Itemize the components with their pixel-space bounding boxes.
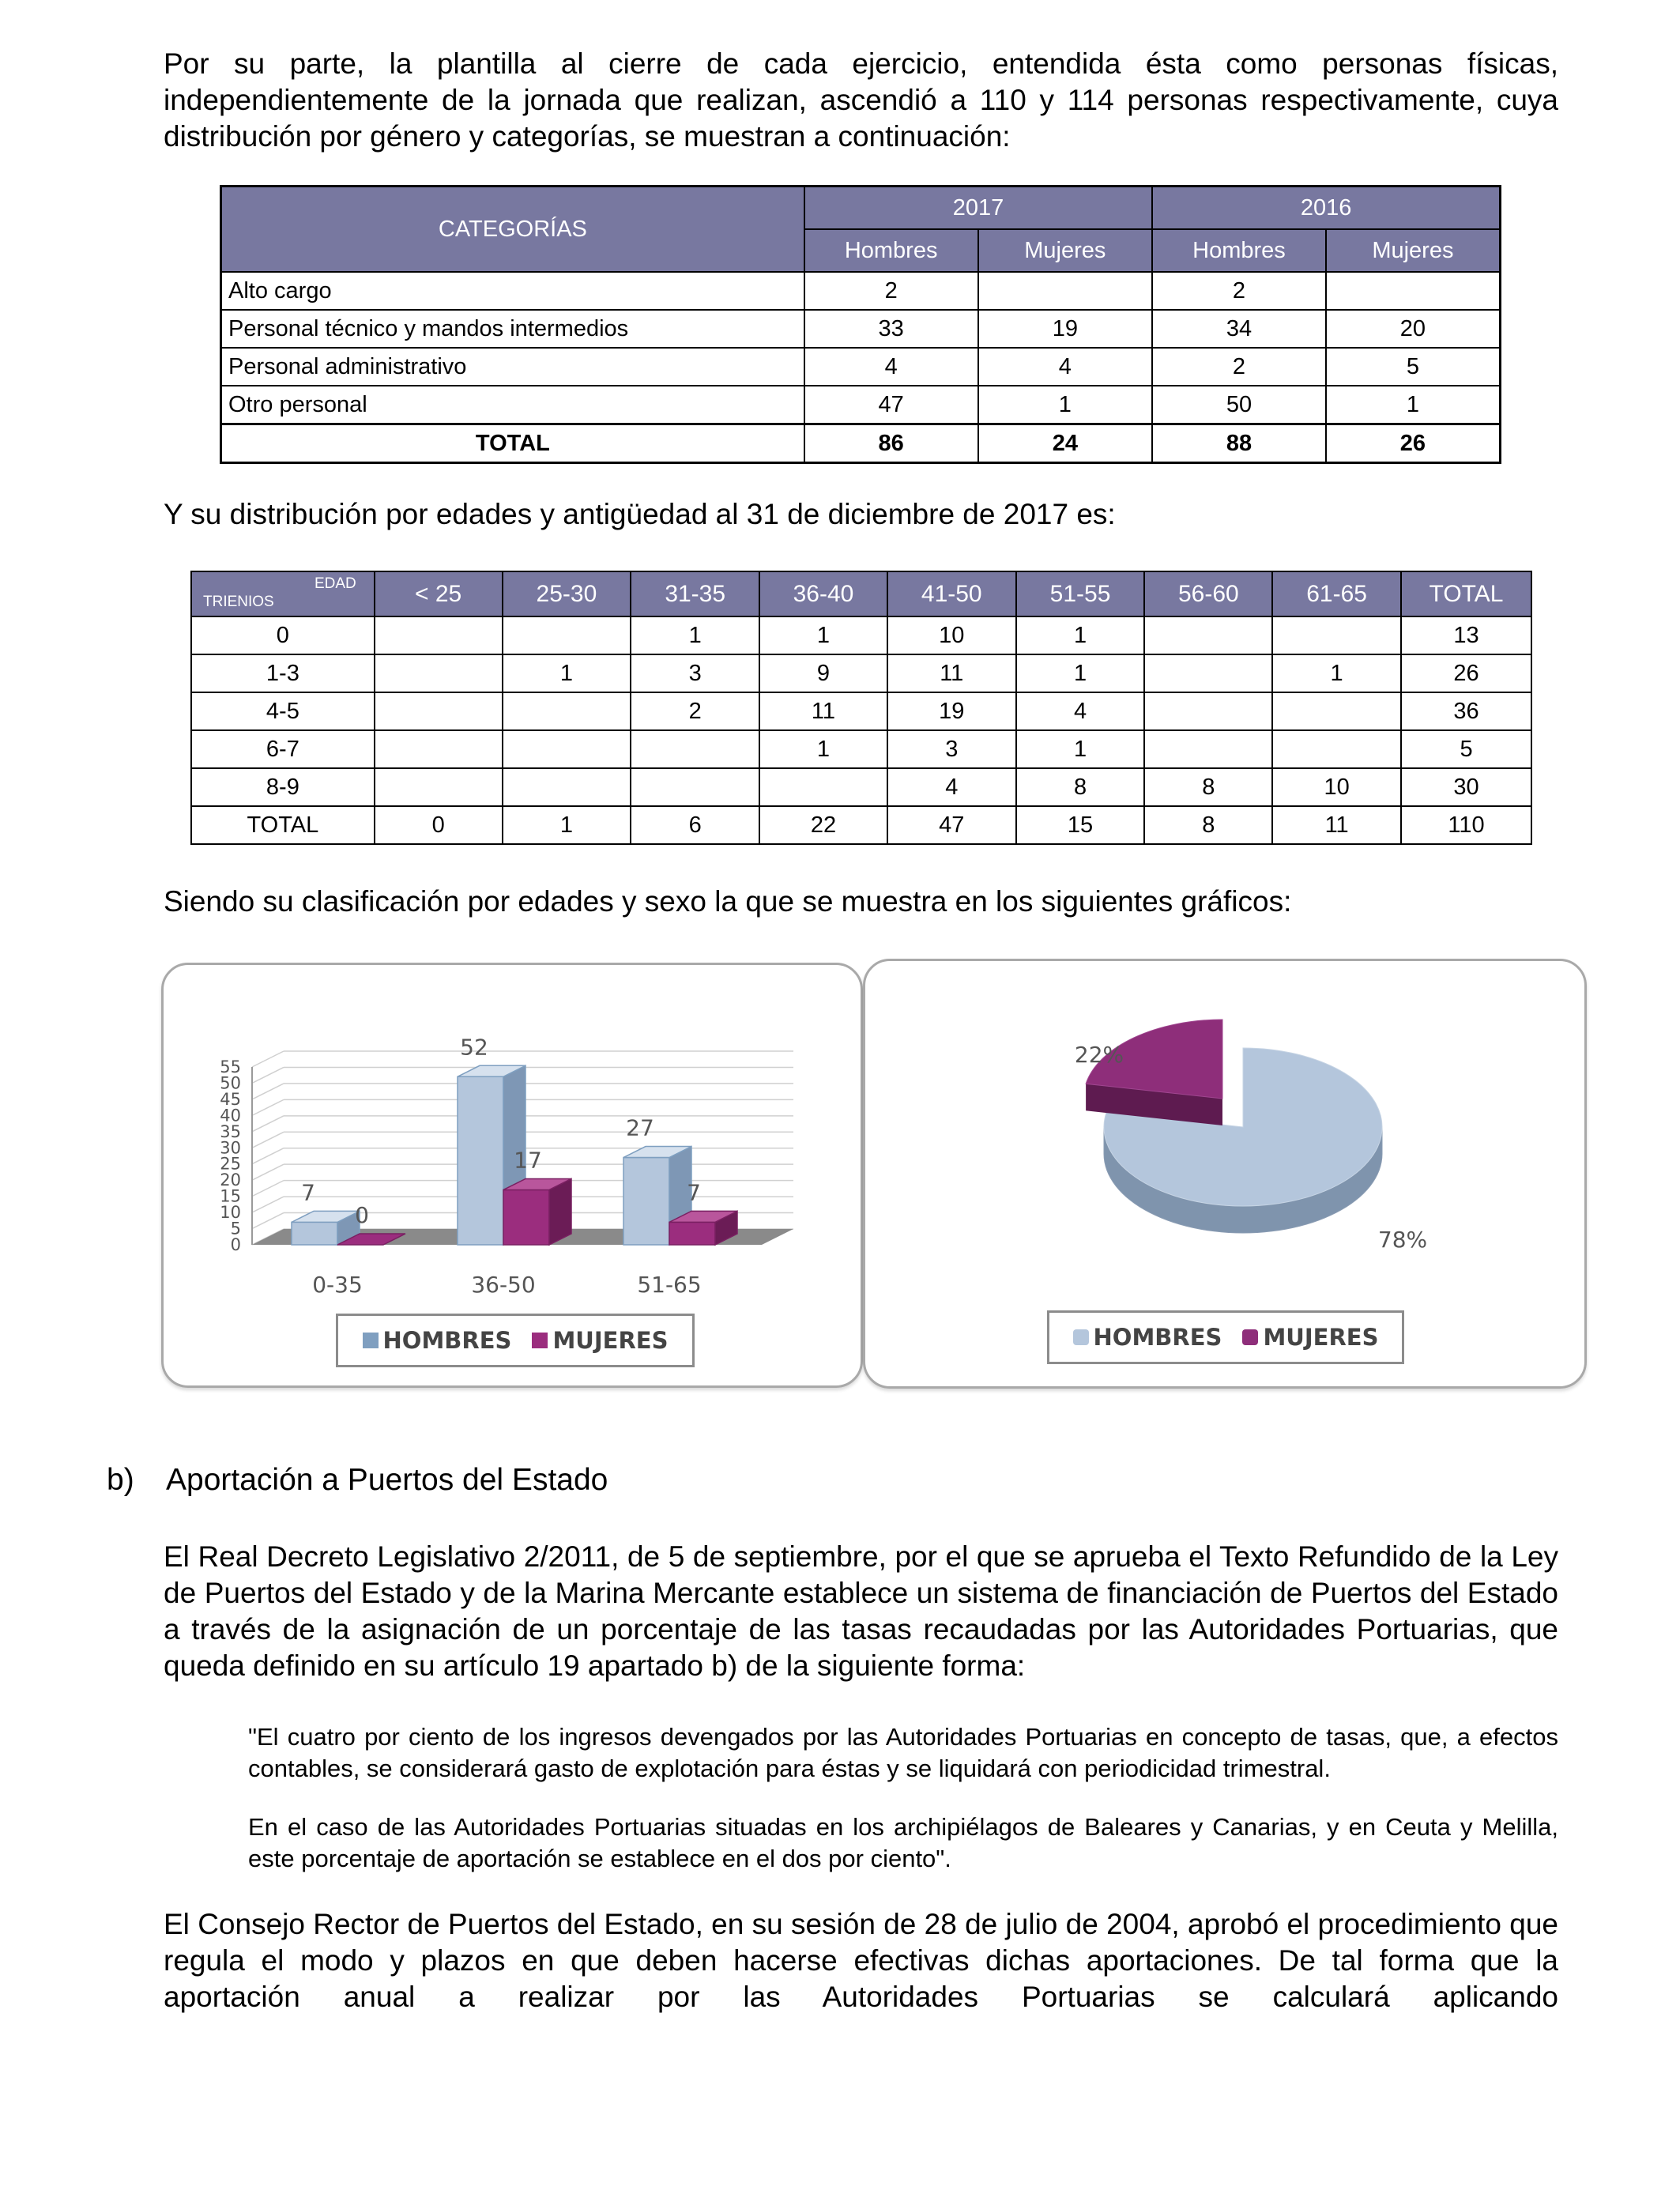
year-header-2016: 2016: [1152, 187, 1500, 230]
cell: 1: [759, 616, 887, 654]
cell: 6: [631, 806, 759, 844]
gridline-depth: [252, 1132, 284, 1148]
cell: 34: [1152, 310, 1326, 348]
cell: 3: [887, 730, 1016, 768]
column-header: 61-65: [1272, 571, 1401, 616]
y-tick-label: 5: [230, 1219, 241, 1238]
cell: 2: [1152, 348, 1326, 386]
column-header: 25-30: [503, 571, 631, 616]
gridline-depth: [252, 1099, 284, 1115]
cell: 4: [887, 768, 1016, 806]
legend-item-mujeres: [1242, 1324, 1378, 1351]
gridline-depth: [252, 1197, 284, 1212]
intro-paragraph: Por su parte, la plantilla al cierre de cada ejercicio, entendida ésta como personas físicas, independientemente de la jornada que realizan, ascendió a 110 y 114 personas respectivamente, cuya distribución por género y categorías, se muestran a continuación:: [164, 47, 1558, 153]
cell: 22: [759, 806, 887, 844]
row-label: 1-3: [191, 654, 375, 692]
cell: [1326, 272, 1501, 310]
cell: 5: [1401, 730, 1531, 768]
legend-swatch-mujeres: [532, 1333, 548, 1348]
section-heading: [107, 1462, 608, 1498]
column-header: 41-50: [887, 571, 1016, 616]
y-tick-label: 30: [220, 1138, 241, 1158]
cell: [1144, 692, 1272, 730]
total-cell: 88: [1152, 424, 1326, 463]
cell: 33: [804, 310, 978, 348]
edad-label: EDAD: [314, 575, 356, 592]
total-row: [221, 424, 1501, 463]
cell: 19: [978, 310, 1153, 348]
table-row: [191, 654, 1531, 692]
charts-intro: Siendo su clasificación por edades y sexo la que se muestra en los siguientes gráficos:: [164, 885, 1292, 918]
column-header: 31-35: [631, 571, 759, 616]
cell: 5: [1326, 348, 1501, 386]
cell: 1: [1326, 386, 1501, 424]
legend-label-hombres: HOMBRES: [382, 1327, 512, 1354]
cell: 2: [1152, 272, 1326, 310]
y-tick-label: 20: [220, 1171, 241, 1190]
data-label: 52: [460, 1034, 488, 1061]
paragraph-real-decreto: El Real Decreto Legislativo 2/2011, de 5 de septiembre, por el que se aprueba el Texto Refundido de la Ley de Puertos del Estado y de la Marina Mercante establece un sistema de financiación de Puertos del Estado a través de la asignación de un porcentaje de las tasas recaudadas por las Autoridades Portuarias, que queda definido en su artículo 19 apartado b) de la siguiente forma:: [164, 1540, 1558, 1682]
row-label: Alto cargo: [221, 272, 804, 310]
paragraph-consejo-rector: El Consejo Rector de Puertos del Estado, en su sesión de 28 de julio de 2004, aprobó el procedimiento que regula el modo y plazos en que deben hacerse efectivas dichas aportaciones. De tal forma que la aportación anual a realizar por las Autoridades Portuarias se calculará aplicando: [164, 1908, 1558, 2013]
y-tick-label: 55: [220, 1057, 241, 1076]
cell: 1: [503, 654, 631, 692]
cell: 1: [1272, 654, 1401, 692]
subheader-mujeres-2017: Mujeres: [978, 229, 1153, 272]
cell: 2: [804, 272, 978, 310]
cell: [503, 730, 631, 768]
cell: 8: [1016, 768, 1145, 806]
data-label: 0: [355, 1202, 369, 1228]
legend-item-hombres: [363, 1327, 512, 1354]
legend-item-hombres: [1073, 1324, 1222, 1351]
total-row: [191, 806, 1531, 844]
row-label: TOTAL: [191, 806, 375, 844]
cell: [631, 730, 759, 768]
cell: 1: [1016, 616, 1145, 654]
cell: [1272, 692, 1401, 730]
cell: [503, 692, 631, 730]
cell: [1272, 616, 1401, 654]
column-header: 51-55: [1016, 571, 1145, 616]
y-tick-label: 45: [220, 1089, 241, 1109]
cell: 0: [375, 806, 503, 844]
cell: 36: [1401, 692, 1531, 730]
bar-hombres-front: [458, 1076, 503, 1245]
gridline-depth: [252, 1181, 284, 1197]
row-label: 0: [191, 616, 375, 654]
cell: 19: [887, 692, 1016, 730]
y-tick-label: 10: [220, 1203, 241, 1223]
cell: [1144, 730, 1272, 768]
pie-data-label-hombres: 78%: [1377, 1227, 1428, 1253]
row-label: 6-7: [191, 730, 375, 768]
column-header: < 25: [375, 571, 503, 616]
x-tick-label: 51-65: [637, 1272, 702, 1298]
cell: 8: [1144, 768, 1272, 806]
cell: [375, 768, 503, 806]
cell: 11: [759, 692, 887, 730]
cell: [503, 768, 631, 806]
data-label: 17: [514, 1147, 542, 1174]
row-label: Personal administrativo: [221, 348, 804, 386]
table-row: [191, 768, 1531, 806]
legend-swatch-hombres: [1073, 1329, 1089, 1345]
row-label: 4-5: [191, 692, 375, 730]
pie-data-label-mujeres: 22%: [1074, 1042, 1124, 1068]
pie-chart-panel: [863, 959, 1587, 1389]
cell: 11: [887, 654, 1016, 692]
total-cell: 24: [978, 424, 1153, 463]
total-label: TOTAL: [221, 424, 804, 463]
y-tick-label: 40: [220, 1106, 241, 1125]
cell: 20: [1326, 310, 1501, 348]
gridline-depth: [252, 1148, 284, 1164]
gridline-depth: [252, 1084, 284, 1099]
cell: 1: [631, 616, 759, 654]
y-tick-label: 25: [220, 1154, 241, 1174]
cell: [978, 272, 1153, 310]
gridline-depth: [252, 1116, 284, 1132]
data-label: 7: [301, 1179, 315, 1206]
table-row: [221, 272, 1501, 310]
categories-table: [220, 185, 1501, 464]
ages-intro: Y su distribución por edades y antigüedad al 31 de diciembre de 2017 es:: [164, 498, 1116, 530]
table-row: [221, 310, 1501, 348]
cell: 8: [1144, 806, 1272, 844]
y-tick-label: 0: [230, 1235, 241, 1254]
cell: 1: [1016, 654, 1145, 692]
cell: 1: [759, 730, 887, 768]
cell: [375, 616, 503, 654]
quote-paragraph-2: En el caso de las Autoridades Portuarias situadas en los archipiélagos de Baleares y Canarias, y en Ceuta y Melilla, este porcentaje de aportación se establece en el dos por ciento".: [248, 1813, 1558, 1872]
gridline-depth: [252, 1051, 284, 1067]
cell: [375, 692, 503, 730]
cell: 47: [804, 386, 978, 424]
cell: [503, 616, 631, 654]
row-label: 8-9: [191, 768, 375, 806]
x-tick-label: 0-35: [312, 1272, 363, 1298]
cell: 10: [1272, 768, 1401, 806]
table-row: [191, 730, 1531, 768]
column-header: 36-40: [759, 571, 887, 616]
y-tick-label: 50: [220, 1073, 241, 1093]
legend-swatch-hombres: [363, 1333, 379, 1348]
cell: [1144, 616, 1272, 654]
bar-chart-legend: [336, 1314, 695, 1367]
legend-label-hombres: HOMBRES: [1093, 1324, 1222, 1351]
cell: 3: [631, 654, 759, 692]
subheader-hombres-2016: Hombres: [1152, 229, 1326, 272]
bar-hombres-front: [292, 1222, 337, 1245]
gridline-depth: [252, 1213, 284, 1229]
cell: [1144, 654, 1272, 692]
section-label: b): [107, 1463, 134, 1497]
data-label: 27: [626, 1114, 654, 1141]
table-row: [191, 692, 1531, 730]
cell: 1: [503, 806, 631, 844]
year-header-2017: 2017: [804, 187, 1152, 230]
quote-paragraph-1: "El cuatro por ciento de los ingresos devengados por las Autoridades Portuarias en concepto de tasas, que, a efectos contables, se considerará gasto de explotación para éstas y se liquidará con periodicidad trimestral.: [248, 1723, 1558, 1782]
legend-label-mujeres: MUJERES: [1263, 1324, 1379, 1351]
cell: 2: [631, 692, 759, 730]
cell: 110: [1401, 806, 1531, 844]
section-title: Aportación a Puertos del Estado: [166, 1463, 608, 1497]
cell: [375, 730, 503, 768]
y-tick-label: 15: [220, 1186, 241, 1206]
cell: 4: [978, 348, 1153, 386]
cell: 13: [1401, 616, 1531, 654]
row-label: Personal técnico y mandos intermedios: [221, 310, 804, 348]
gridline-depth: [252, 1067, 284, 1083]
bar-mujeres-front: [503, 1189, 549, 1245]
cell: 11: [1272, 806, 1401, 844]
cell: 50: [1152, 386, 1326, 424]
table-row: [191, 616, 1531, 654]
cell: 15: [1016, 806, 1145, 844]
cell: 4: [1016, 692, 1145, 730]
cell: [631, 768, 759, 806]
x-tick-label: 36-50: [471, 1272, 536, 1298]
cell: [1272, 730, 1401, 768]
legend-item-mujeres: [532, 1327, 668, 1354]
legend-label-mujeres: MUJERES: [552, 1327, 669, 1354]
table-row: [221, 348, 1501, 386]
cell: 1: [978, 386, 1153, 424]
gridline-depth: [252, 1164, 284, 1180]
data-label: 7: [687, 1179, 701, 1206]
subheader-mujeres-2016: Mujeres: [1326, 229, 1501, 272]
cell: 26: [1401, 654, 1531, 692]
corner-header: [191, 571, 375, 616]
pie-chart-legend: [1047, 1310, 1404, 1364]
total-cell: 86: [804, 424, 978, 463]
cell: [375, 654, 503, 692]
cell: 9: [759, 654, 887, 692]
bar-hombres-front: [623, 1158, 669, 1245]
cell: [759, 768, 887, 806]
legend-swatch-mujeres: [1242, 1329, 1258, 1345]
column-header: TOTAL: [1401, 571, 1531, 616]
cell: 30: [1401, 768, 1531, 806]
y-tick-label: 35: [220, 1122, 241, 1141]
cell: 10: [887, 616, 1016, 654]
subheader-hombres-2017: Hombres: [804, 229, 978, 272]
trienios-label: TRIENIOS: [203, 594, 274, 610]
cell: 4: [804, 348, 978, 386]
cell: 1: [1016, 730, 1145, 768]
total-cell: 26: [1326, 424, 1501, 463]
ages-table-body: [191, 616, 1531, 844]
bar-mujeres-front: [669, 1222, 715, 1245]
table-row: [221, 386, 1501, 424]
ages-table: [190, 571, 1532, 845]
bar-chart-panel: [161, 963, 863, 1388]
column-header: 56-60: [1144, 571, 1272, 616]
categories-header: CATEGORÍAS: [221, 187, 804, 273]
row-label: Otro personal: [221, 386, 804, 424]
cell: 47: [887, 806, 1016, 844]
